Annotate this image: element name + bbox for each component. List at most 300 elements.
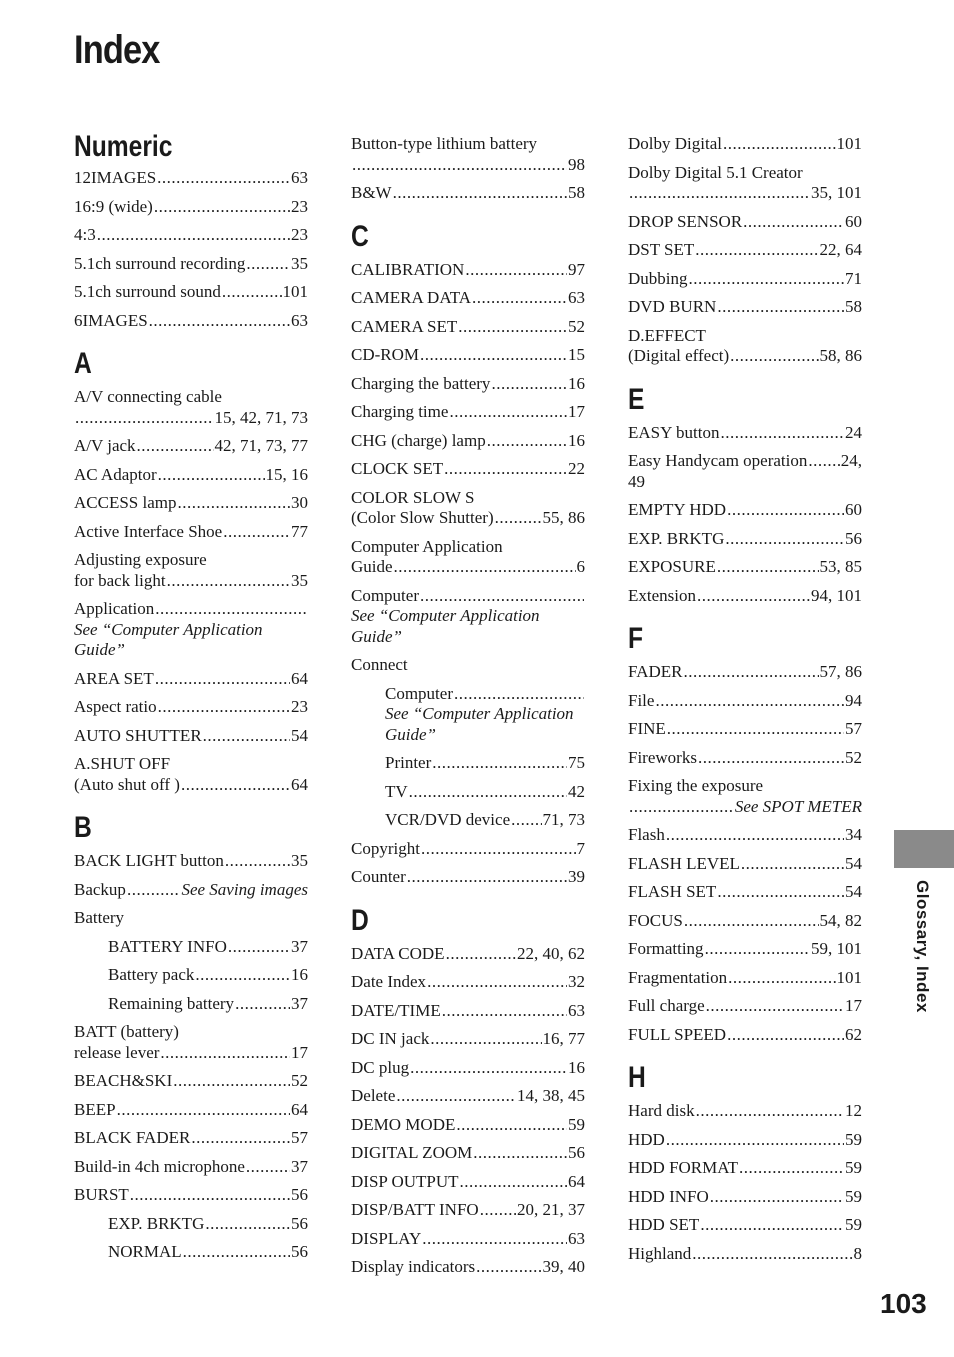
- entry-term: B&W: [351, 183, 392, 202]
- page-reference: 60: [845, 211, 862, 231]
- entry-row: [628, 1158, 862, 1179]
- page-reference: 63: [291, 168, 308, 187]
- entry-row: [74, 522, 308, 543]
- entry-term: Fragmentation: [628, 967, 728, 987]
- page-reference: 54: [845, 882, 862, 901]
- index-entry: [351, 370, 585, 399]
- leader-dots: [720, 423, 844, 444]
- leader-dots: [700, 1215, 844, 1236]
- index-entry: [628, 322, 862, 371]
- leader-dots: [454, 684, 584, 705]
- leader-dots: [155, 669, 290, 690]
- page-reference: 58: [568, 183, 585, 202]
- entry-term-line: A.SHUT OFF: [74, 754, 171, 773]
- index-entry: [351, 1025, 585, 1054]
- page-number: 103: [880, 1288, 927, 1319]
- leader-dots: [407, 867, 567, 888]
- page-reference: 15: [568, 345, 585, 364]
- page-reference: 57: [845, 719, 862, 738]
- leader-dots: [706, 996, 844, 1017]
- page-reference: 12: [845, 1101, 862, 1120]
- index-entry: [628, 1154, 862, 1183]
- entry-term: EXP. BRKTG: [628, 528, 725, 548]
- page-reference: 35: [291, 253, 308, 273]
- leader-dots: [158, 697, 290, 718]
- leader-dots: [352, 155, 567, 176]
- entry-term: CHG (charge) lamp: [351, 430, 486, 450]
- index-entry: [628, 850, 862, 879]
- entry-term: DISP/BATT INFO: [351, 1200, 479, 1219]
- leader-dots: [487, 431, 567, 452]
- leader-dots: [228, 937, 290, 958]
- index-entry: [351, 130, 585, 179]
- index-entry: [351, 341, 585, 370]
- entry-row: [351, 972, 585, 993]
- index-entry: [351, 863, 585, 892]
- entry-term: AUTO SHUTTER: [74, 725, 202, 745]
- entry-row: [628, 797, 862, 818]
- index-entry: [628, 687, 862, 716]
- entry-row: [628, 500, 862, 521]
- entry-term: Build-in 4ch microphone: [74, 1156, 245, 1176]
- page-reference: 22: [568, 459, 585, 478]
- leader-dots: [75, 408, 214, 429]
- leader-dots: [181, 775, 290, 796]
- entry-row: [628, 1025, 862, 1046]
- entry-term: Hard disk: [628, 1101, 695, 1120]
- page-reference: 62: [845, 1024, 862, 1044]
- leader-dots: [472, 288, 567, 309]
- entry-term: FULL SPEED: [628, 1024, 727, 1044]
- entry-row: [628, 825, 862, 846]
- entry-term: HDD INFO: [628, 1186, 709, 1206]
- section-heading: H: [628, 1061, 646, 1094]
- leader-dots: [195, 965, 290, 986]
- entry-row: [628, 854, 862, 875]
- entry-row: [351, 867, 585, 888]
- leader-dots: [666, 1130, 844, 1151]
- entry-row: [74, 599, 308, 620]
- entry-row: [74, 571, 308, 592]
- index-entry: [351, 533, 585, 582]
- entry-row: [628, 557, 862, 578]
- entry-term: Application: [74, 599, 155, 618]
- page-reference: 6: [576, 557, 585, 576]
- entry-term: 6IMAGES: [74, 310, 148, 330]
- index-entry: [628, 907, 862, 936]
- page-reference: 16, 77: [542, 1029, 585, 1048]
- leader-dots: [667, 719, 844, 740]
- index-entry: [74, 518, 308, 547]
- entry-row: [628, 346, 862, 367]
- entry-row: [351, 586, 585, 607]
- leader-dots: [178, 493, 291, 514]
- entry-term-line: Battery: [74, 908, 125, 927]
- index-entry: [351, 749, 585, 778]
- page-reference: 52: [568, 316, 585, 336]
- leader-dots: [430, 1029, 541, 1050]
- page-reference: 94, 101: [811, 585, 862, 605]
- entry-row: [628, 586, 862, 607]
- leader-dots: [717, 882, 844, 903]
- page-reference: 39, 40: [542, 1257, 585, 1276]
- page-reference: 64: [291, 668, 308, 688]
- leader-dots: [684, 911, 819, 932]
- page-reference-continued: 49: [628, 471, 645, 491]
- entry-term: EMPTY HDD: [628, 500, 727, 519]
- leader-dots: [473, 1143, 567, 1164]
- leader-dots: [246, 1157, 290, 1178]
- entry-row: [74, 1128, 308, 1149]
- entry-term: EASY button: [628, 422, 720, 442]
- page-reference: 23: [291, 196, 308, 216]
- entry-term: VCR/DVD device: [385, 810, 511, 829]
- page-reference: 56: [568, 1143, 585, 1162]
- entry-row: [351, 345, 585, 366]
- page-reference: 20, 21, 37: [517, 1200, 585, 1219]
- entry-term: BURST: [74, 1185, 129, 1204]
- entry-row: [628, 719, 862, 740]
- entry-term: Charging time: [351, 402, 449, 421]
- entry-term: 5.1ch surround recording: [74, 253, 246, 273]
- entry-term: (Digital effect): [628, 346, 730, 365]
- entry-row: [351, 1001, 585, 1022]
- leader-dots: [741, 854, 844, 875]
- entry-row: [351, 1172, 585, 1193]
- entry-term: CALIBRATION: [351, 259, 465, 279]
- leader-dots: [743, 212, 844, 233]
- entry-row: [74, 669, 308, 690]
- leader-dots: [728, 968, 835, 989]
- entry-term: release lever: [74, 1042, 160, 1062]
- leader-dots: [409, 782, 567, 803]
- entry-term-line: Connect: [351, 655, 408, 674]
- page-reference: 54, 82: [819, 910, 862, 930]
- index-entry: [74, 489, 308, 518]
- leader-dots: [683, 662, 818, 683]
- index-entry: [74, 665, 308, 694]
- page-reference: 17: [568, 402, 585, 421]
- entry-term: Printer: [385, 753, 432, 772]
- entry-row: [628, 1187, 862, 1208]
- entry-row: [108, 1214, 308, 1235]
- entry-term: Full charge: [628, 996, 705, 1015]
- page-reference: 16: [291, 965, 308, 984]
- section-heading: A: [74, 347, 92, 380]
- leader-dots: [167, 571, 290, 592]
- leader-dots: [183, 1242, 290, 1263]
- page-reference: 35: [291, 570, 308, 590]
- entry-term: (Color Slow Shutter): [351, 508, 494, 527]
- page-reference: 56: [291, 1213, 308, 1233]
- leader-dots: [432, 753, 567, 774]
- index-entry: [628, 208, 862, 237]
- entry-term: Guide: [351, 557, 393, 576]
- leader-dots: [222, 282, 282, 303]
- leader-dots: [394, 557, 576, 578]
- leader-dots: [154, 197, 290, 218]
- entry-term: File: [628, 690, 655, 710]
- page-reference: 60: [845, 500, 862, 519]
- entry-row: [628, 939, 862, 960]
- page-reference: 24,: [840, 451, 862, 470]
- entry-term-line: Computer Application: [351, 536, 503, 556]
- index-entry: [74, 307, 308, 336]
- index-entry: [74, 904, 308, 933]
- page-reference: 55, 86: [542, 508, 585, 527]
- index-entry: [351, 651, 585, 680]
- entry-row: [628, 911, 862, 932]
- leader-dots: [421, 839, 576, 860]
- leader-dots: [458, 317, 567, 338]
- page-reference: 42: [568, 781, 585, 801]
- entry-term: Computer: [351, 585, 419, 605]
- section-side-label: Glossary, Index: [913, 880, 932, 1013]
- entry-row: [351, 183, 585, 204]
- leader-dots: [449, 402, 567, 423]
- page-reference: 59: [845, 1186, 862, 1206]
- entry-term: HDD FORMAT: [628, 1158, 739, 1177]
- entry-term: Copyright: [351, 838, 420, 858]
- leader-dots: [739, 1158, 844, 1179]
- entry-row: [628, 183, 862, 204]
- index-entry: [628, 715, 862, 744]
- index-entry: [74, 876, 308, 905]
- entry-row: [351, 1200, 585, 1221]
- index-entry: [74, 432, 308, 461]
- index-entry: [351, 1139, 585, 1168]
- entry-term: FADER: [628, 662, 683, 681]
- entry-row: [351, 1143, 585, 1164]
- entry-term: Backup: [74, 879, 126, 899]
- entry-row: [108, 937, 308, 958]
- page-reference: 42, 71, 73, 77: [214, 436, 308, 455]
- page-reference: 64: [568, 1171, 585, 1191]
- index-entry: [628, 419, 862, 448]
- page-reference: 54: [291, 725, 308, 745]
- index-entry: [628, 1126, 862, 1155]
- index-entry: [74, 1238, 308, 1267]
- index-entry: [74, 1124, 308, 1153]
- entry-term: FINE: [628, 719, 666, 738]
- leader-dots: [717, 557, 819, 578]
- entry-term: DROP SENSOR: [628, 211, 743, 231]
- page-reference: 37: [291, 993, 308, 1013]
- leader-dots: [203, 726, 290, 747]
- leader-dots: [137, 436, 214, 457]
- page-reference: 52: [845, 747, 862, 767]
- entry-term-line: A/V connecting cable: [74, 387, 222, 406]
- index-entry: [628, 1183, 862, 1212]
- entry-row: [628, 968, 862, 989]
- index-entry: [74, 961, 308, 990]
- leader-dots: [117, 1100, 290, 1121]
- page-reference: 15, 16: [265, 464, 308, 484]
- entry-term: Active Interface Shoe: [74, 521, 223, 541]
- entry-term: NORMAL: [108, 1242, 182, 1261]
- entry-row: [351, 459, 585, 480]
- section-heading: E: [628, 382, 645, 416]
- index-entry: [74, 722, 308, 751]
- entry-row: [108, 965, 308, 986]
- index-entry: [351, 484, 585, 533]
- page-reference: 15, 42, 71, 73: [214, 407, 308, 427]
- entry-row: [74, 225, 308, 246]
- entry-term: ACCESS lamp: [74, 493, 177, 512]
- index-entry: [628, 772, 862, 821]
- leader-dots: [460, 1172, 567, 1193]
- entry-row: [351, 431, 585, 452]
- entry-row: [74, 851, 308, 872]
- entry-row: [74, 408, 308, 429]
- leader-dots: [697, 586, 810, 607]
- page-reference: See Saving images: [181, 879, 308, 899]
- entry-row: [351, 288, 585, 309]
- page-reference: 101: [836, 967, 862, 987]
- page-reference: 16: [568, 430, 585, 450]
- entry-term: BATTERY INFO: [108, 936, 227, 956]
- page-reference: 34: [845, 825, 862, 844]
- section-heading: F: [628, 622, 644, 655]
- index-entry: [628, 265, 862, 294]
- page-reference: 37: [291, 1156, 308, 1176]
- entry-term: 16:9 (wide): [74, 196, 153, 216]
- index-entry: [351, 1111, 585, 1140]
- index-entry: [351, 1082, 585, 1111]
- index-entry: [351, 778, 585, 807]
- index-column-3: [628, 130, 862, 1268]
- page-reference: 24: [845, 422, 862, 442]
- entry-row: [74, 311, 308, 332]
- entry-term-line: Dolby Digital 5.1 Creator: [628, 162, 803, 182]
- entry-row: [628, 1215, 862, 1236]
- index-entry: [628, 293, 862, 322]
- index-entry: [628, 658, 862, 687]
- index-entry: [628, 447, 862, 496]
- entry-term: 12IMAGES: [74, 168, 157, 187]
- index-entry: [628, 821, 862, 850]
- index-entry: [628, 992, 862, 1021]
- index-entry: [628, 1211, 862, 1240]
- index-entry: [74, 1181, 308, 1210]
- page-reference: 59: [845, 1215, 862, 1234]
- entry-term: DC IN jack: [351, 1029, 430, 1048]
- index-entry: [351, 1225, 585, 1254]
- index-entry: [351, 806, 585, 835]
- leader-dots: [235, 994, 290, 1015]
- leader-dots: [692, 1244, 852, 1265]
- entry-term: AREA SET: [74, 668, 154, 688]
- index-entry: [628, 1097, 862, 1126]
- entry-row: [74, 697, 308, 718]
- page-reference: 64: [291, 1099, 308, 1119]
- entry-row: [628, 662, 862, 683]
- entry-term: for back light: [74, 570, 166, 590]
- entry-term: DISPLAY: [351, 1228, 422, 1248]
- leader-dots: [130, 1185, 290, 1206]
- section-heading: D: [351, 903, 369, 937]
- entry-term: 4:3: [74, 225, 96, 244]
- entry-row: [628, 529, 862, 550]
- entry-row: [628, 996, 862, 1017]
- entry-term: Counter: [351, 867, 406, 886]
- entry-term: Remaining battery: [108, 993, 235, 1013]
- page-reference: 57: [291, 1128, 308, 1147]
- page-reference: 8: [853, 1243, 862, 1263]
- index-column-1: [74, 130, 308, 1267]
- section-heading: Numeric: [74, 130, 173, 163]
- entry-term: HDD: [628, 1129, 665, 1149]
- leader-dots: [157, 168, 290, 189]
- index-entry: [351, 835, 585, 864]
- leader-dots: [476, 1257, 541, 1278]
- entry-term: BACK LIGHT button: [74, 851, 224, 870]
- entry-row: [628, 134, 862, 155]
- index-entry: [628, 964, 862, 993]
- index-entry: [351, 398, 585, 427]
- entry-term: TV: [385, 781, 408, 801]
- page-reference: 23: [291, 225, 308, 244]
- page-reference: 77: [291, 521, 308, 541]
- entry-term: AC Adaptor: [74, 464, 157, 484]
- entry-term: Flash: [628, 825, 665, 844]
- entry-row: [351, 1229, 585, 1250]
- entry-row: [385, 810, 585, 831]
- index-entry: [351, 1196, 585, 1225]
- page-reference: 58, 86: [819, 346, 862, 365]
- leader-dots: [725, 529, 844, 550]
- page-reference: 59: [568, 1114, 585, 1134]
- leader-dots: [727, 1025, 844, 1046]
- entry-term: Computer: [385, 683, 453, 703]
- page-reference: 58: [845, 297, 862, 316]
- entry-term-line: BATT (battery): [74, 1022, 179, 1041]
- page-reference: 32: [568, 972, 585, 991]
- index-entry: [74, 847, 308, 876]
- entry-row: [351, 402, 585, 423]
- leader-dots: [155, 599, 307, 620]
- page-reference: 35: [291, 851, 308, 870]
- index-entry: [628, 525, 862, 554]
- entry-row: [351, 557, 585, 578]
- index-entry: [628, 744, 862, 773]
- page-reference: 16: [568, 1057, 585, 1077]
- index-entry: [351, 455, 585, 484]
- leader-dots: [705, 939, 810, 960]
- leader-dots: [127, 880, 181, 901]
- page-reference: 59: [845, 1158, 862, 1177]
- entry-term: Date Index: [351, 972, 427, 991]
- index-entry: [351, 1168, 585, 1197]
- leader-dots: [410, 1058, 567, 1079]
- entry-term: DIGITAL ZOOM: [351, 1143, 473, 1162]
- page-reference: 56: [845, 528, 862, 548]
- page-reference: 56: [291, 1242, 308, 1261]
- page-reference: 14, 38, 45: [517, 1086, 585, 1105]
- page-reference: 52: [291, 1071, 308, 1090]
- entry-term: CLOCK SET: [351, 459, 444, 478]
- entry-term: (Auto shut off ): [74, 774, 180, 794]
- entry-row: [351, 374, 585, 395]
- index-entry: [628, 553, 862, 582]
- index-entry: [351, 179, 585, 208]
- entry-term-line: D.EFFECT: [628, 325, 706, 345]
- index-entry: [74, 693, 308, 722]
- entry-term: FLASH SET: [628, 882, 717, 901]
- index-entry: [351, 1054, 585, 1083]
- page-reference: 63: [568, 1228, 585, 1248]
- leader-dots: [456, 1115, 567, 1136]
